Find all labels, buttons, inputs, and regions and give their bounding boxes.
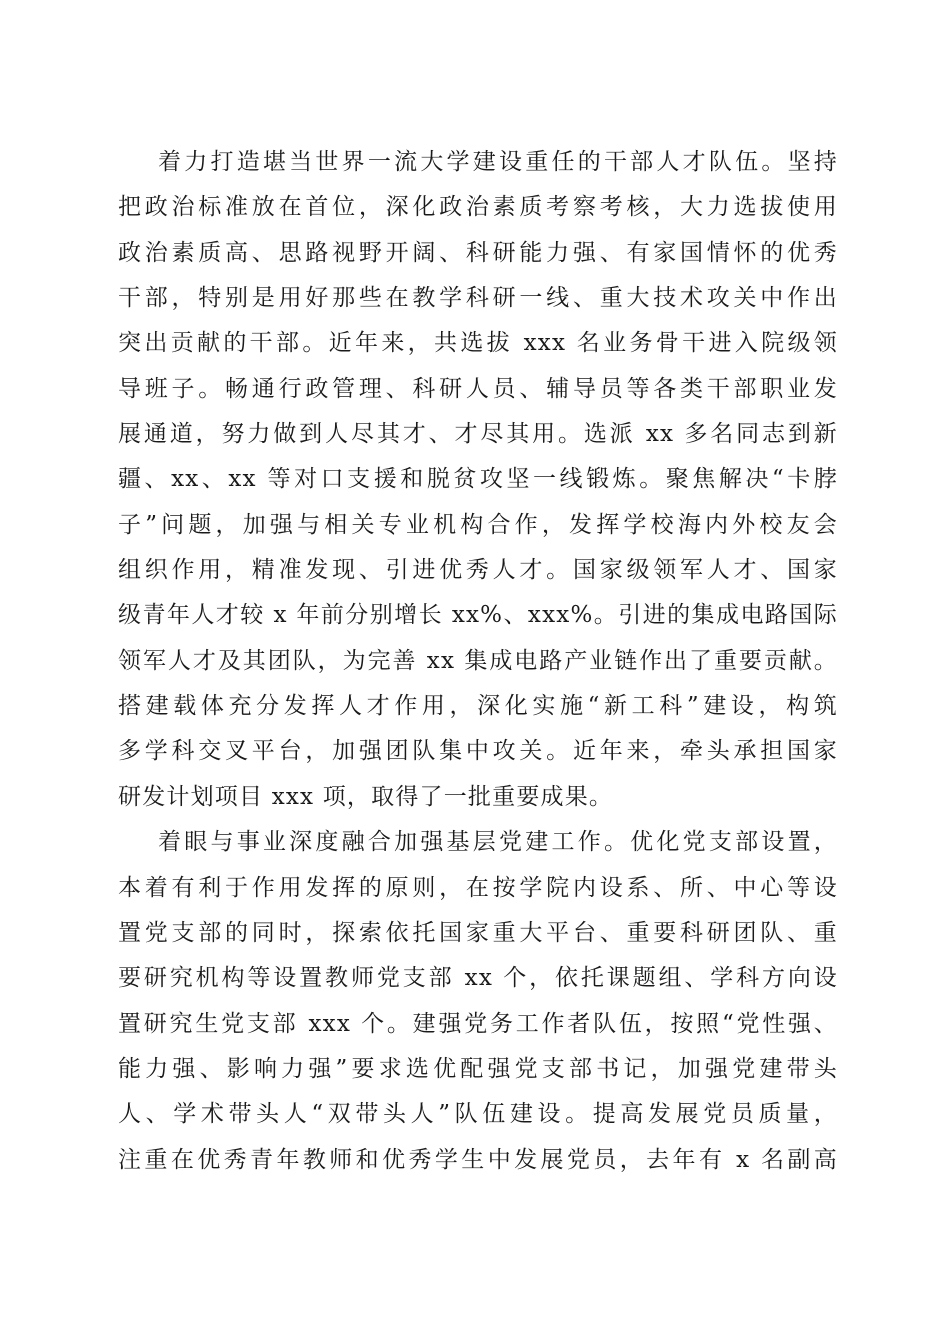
paragraph-1-line-3: 政治素质高、思路视野开阔、科研能力强、有家国情怀的优秀	[118, 239, 838, 266]
paragraph-1-line-9: 子”问题，加强与相关专业机构合作，发挥学校海内外校友会	[118, 511, 838, 538]
paragraph-2-line-5: 置研究生党支部 xxx 个。建强党务工作者队伍，按照“党性强、	[118, 1010, 838, 1037]
body-text	[118, 140, 838, 1183]
paragraph-1-line-14: 多学科交叉平台，加强团队集中攻关。近年来，牵头承担国家	[118, 738, 838, 765]
paragraph-1-line-12: 领军人才及其团队，为完善 xx 集成电路产业链作出了重要贡献。	[118, 647, 838, 674]
paragraph-1-line-7: 展通道，努力做到人尽其才、才尽其用。选派 xx 多名同志到新	[118, 421, 838, 448]
paragraph-2-line-8: 注重在优秀青年教师和优秀学生中发展党员，去年有 x 名副高	[118, 1146, 838, 1173]
paragraph-1-line-10: 组织作用，精准发现、引进优秀人才。国家级领军人才、国家	[118, 557, 838, 584]
paragraph-2-line-2: 本着有利于作用发挥的原则，在按学院内设系、所、中心等设	[118, 874, 838, 901]
paragraph-1-line-4: 干部，特别是用好那些在教学科研一线、重大技术攻关中作出	[118, 285, 838, 312]
paragraph-1-line-6: 导班子。畅通行政管理、科研人员、辅导员等各类干部职业发	[118, 375, 838, 402]
paragraph-1-line-8: 疆、xx、xx 等对口支援和脱贫攻坚一线锻炼。聚焦解决“卡脖	[118, 466, 838, 493]
paragraph-1-line-2: 把政治标准放在首位，深化政治素质考察考核，大力选拔使用	[118, 194, 838, 221]
paragraph-1-line-11: 级青年人才较 x 年前分别增长 xx%、xxx%。引进的集成电路国际	[118, 602, 838, 629]
paragraph-2-line-3: 置党支部的同时，探索依托国家重大平台、重要科研团队、重	[118, 919, 838, 946]
paragraph-1-line-5: 突出贡献的干部。近年来，共选拔 xxx 名业务骨干进入院级领	[118, 330, 838, 357]
paragraph-2-line-1: 着眼与事业深度融合加强基层党建工作。优化党支部设置，	[158, 829, 838, 856]
paragraph-1-line-13: 搭建载体充分发挥人才作用，深化实施“新工科”建设，构筑	[118, 693, 838, 720]
paragraph-2-line-4: 要研究机构等设置教师党支部 xx 个，依托课题组、学科方向设	[118, 965, 838, 992]
paragraph-2-line-6: 能力强、影响力强”要求选优配强党支部书记，加强党建带头	[118, 1055, 838, 1082]
paragraph-1-line-15: 研发计划项目 xxx 项，取得了一批重要成果。	[118, 783, 614, 810]
paragraph-2-line-7: 人、学术带头人“双带头人”队伍建设。提高发展党员质量，	[118, 1101, 838, 1128]
paragraph-1-line-1: 着力打造堪当世界一流大学建设重任的干部人才队伍。坚持	[158, 149, 838, 175]
